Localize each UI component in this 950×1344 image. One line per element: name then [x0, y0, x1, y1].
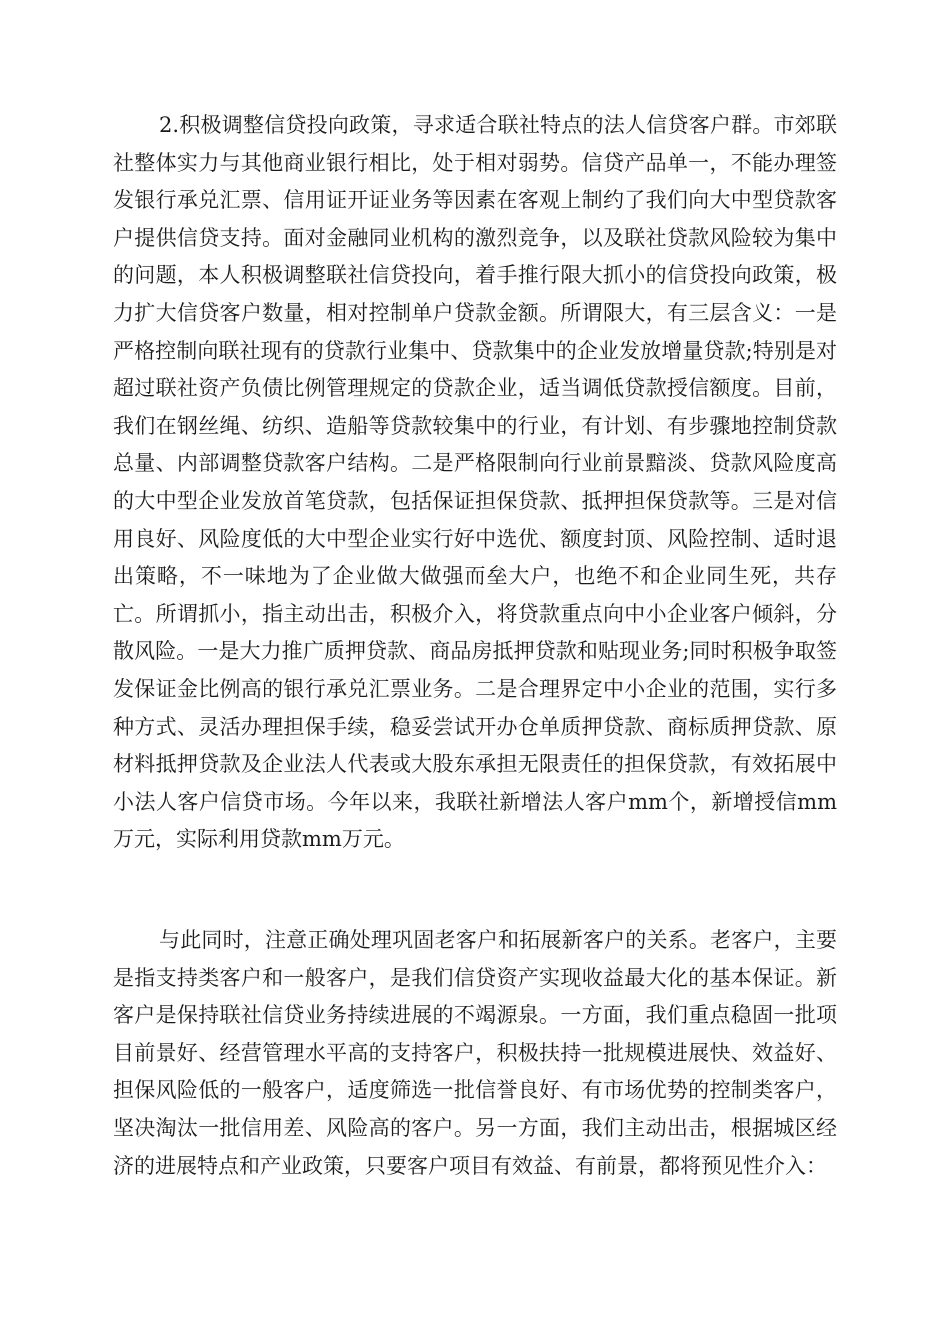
paragraph-credit-policy: 2.积极调整信贷投向政策，寻求适合联社特点的法人信贷客户群。市郊联社整体实力与其他商业银行相比，处于相对弱势。信贷产品单一，不能办理签发银行承兑汇票、信用证开证业务等因素在客观上制约了我们向大中型贷款客户提供信贷支持。面对金融同业机构的激烈竞争，以及联社贷款风险较为集中的问题，本人积极调整联社信贷投向，着手推行限大抓小的信贷投向政策，极力扩大信贷客户数量，相对控制单户贷款金额。所谓限大，有三层含义：一是严格控制向联社现有的贷款行业集中、贷款集中的企业发放增量贷款;特别是对超过联社资产负债比例管理规定的贷款企业，适当调低贷款授信额度。目前，我们在钢丝绳、纺织、造船等贷款较集中的行业，有计划、有步骤地控制贷款总量、内部调整贷款客户结构。二是严格限制向行业前景黯淡、贷款风险度高的大中型企业发放首笔贷款，包括保证担保贷款、抵押担保贷款等。三是对信用良好、风险度低的大中型企业实行好中选优、额度封顶、风险控制、适时退出策略，不一味地为了企业做大做强而垒大户，也绝不和企业同生死，共存亡。所谓抓小，指主动出击，积极介入，将贷款重点向中小企业客户倾斜，分散风险。一是大力推广质押贷款、商品房抵押贷款和贴现业务;同时积极争取签发保证金比例高的银行承兑汇票业务。二是合理界定中小企业的范围，实行多种方式、灵活办理担保手续，稳妥尝试开办仓单质押贷款、商标质押贷款、原材料抵押贷款及企业法人代表或大股东承担无限责任的担保贷款，有效拓展中小法人客户信贷市场。今年以来，我联社新增法人客户mm个，新增授信mm万元，实际利用贷款mm万元。 [113, 113, 837, 852]
paragraph-client-relations: 与此同时，注意正确处理巩固老客户和拓展新客户的关系。老客户，主要是指支持类客户和一般客户，是我们信贷资产实现收益最大化的基本保证。新客户是保持联社信贷业务持续进展的不竭源泉。一方面，我们重点稳固一批项目前景好、经营管理水平高的支持客户，积极扶持一批规模进展快、效益好、担保风险低的一般客户，适度筛选一批信誉良好、有市场优势的控制类客户，坚决淘汰一批信用差、风险高的客户。另一方面，我们主动出击，根据城区经济的进展特点和产业政策，只要客户项目有效益、有前景，都将预见性介入： [113, 928, 837, 1178]
